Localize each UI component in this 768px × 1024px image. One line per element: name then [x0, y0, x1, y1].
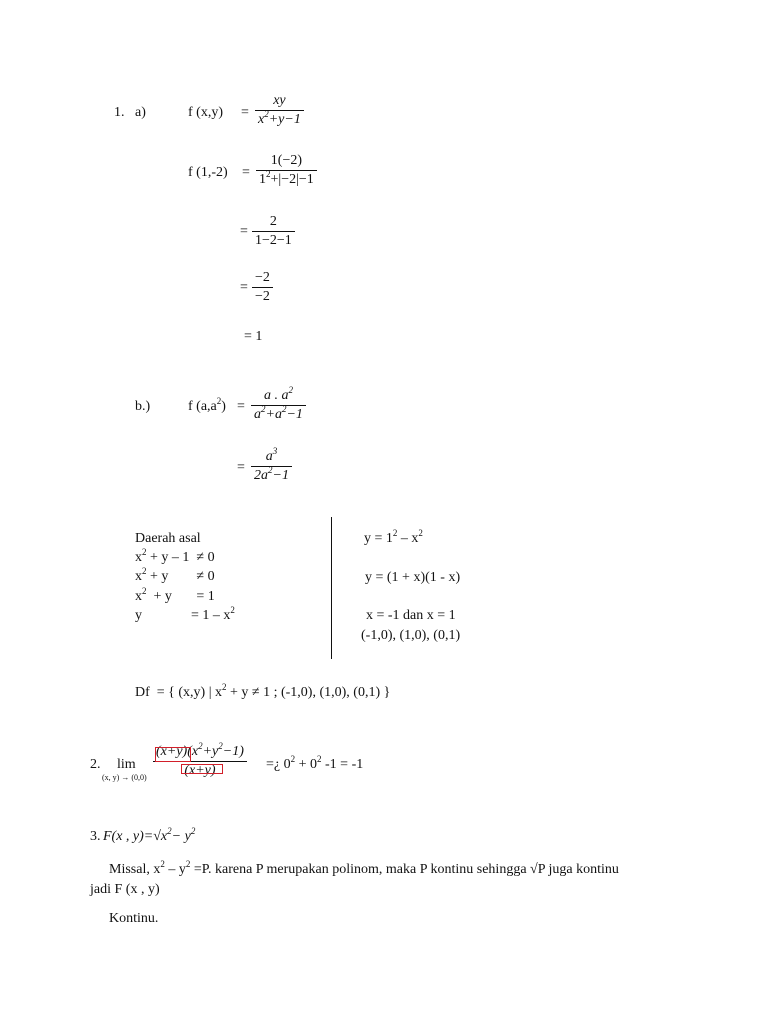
limit-result: =¿ $0^2 + 0^2$ -1 = -1	[266, 754, 364, 772]
fraction-numerator: a . $a^2$	[263, 385, 293, 403]
domain-row-2: $x^2 + y$ ≠ 0	[135, 566, 215, 584]
equals-sign: =	[241, 105, 249, 120]
domain-row-3: $x^2 + y$ = 1	[135, 586, 215, 604]
q2-number: 2.	[90, 757, 101, 772]
equals-sign: =	[240, 224, 248, 239]
limit-subscript: (x, y) → (0,0)	[102, 773, 147, 782]
fraction-denominator: $x^2+y-1$	[255, 110, 304, 127]
q3-explanation-cont: jadi F (x , y)	[90, 882, 160, 897]
limit-operator: lim	[117, 757, 136, 772]
q3-explanation: Missal, $x^2 - y^2 =P$. karena P merupakan polinom, maka P kontinu sehingga √P juga kontinu	[109, 859, 619, 877]
q3-function: F(x , $y)=√x^2- y^2$	[103, 826, 196, 844]
domain-right-4: (-1,0), (1,0), (0,1)	[361, 628, 461, 643]
f-a-a2-label: f $(a,a^2)$	[188, 396, 226, 414]
f-1-minus2-label: f (1,-2)	[188, 165, 228, 180]
equals-sign: =	[242, 165, 250, 180]
domain-title: Daerah asal	[135, 531, 201, 546]
fraction-substitution	[256, 154, 317, 187]
fraction-denominator: $a^2+a^2-1$	[251, 405, 306, 422]
red-highlight-denominator	[181, 764, 223, 774]
fraction-b-step-2	[251, 446, 292, 483]
fraction-numerator: 2	[269, 214, 277, 229]
fraction-numerator: 1(−2)	[270, 153, 303, 168]
domain-right-2: y = (1 + x)(1 - x)	[365, 570, 461, 585]
fraction-b-step-1	[251, 385, 306, 422]
equals-sign: =	[237, 460, 245, 475]
red-highlight-numerator	[155, 747, 191, 762]
equals-sign: =	[240, 280, 248, 295]
f-xy-label: f (x,y)	[188, 105, 223, 120]
fraction-numerator: xy	[273, 93, 286, 108]
fraction-numerator: $(x+y)(x^2+y^2-1)$	[156, 741, 244, 759]
column-divider	[331, 517, 332, 659]
q1-part-b-label: b.)	[135, 399, 151, 414]
q1-number: 1.	[114, 105, 125, 120]
domain-row-4: y = $1 - x^2$	[135, 605, 235, 623]
q1-part-a-label: a)	[135, 105, 146, 120]
fraction-denominator: −2	[252, 287, 273, 304]
fraction-denominator: 1−2−1	[252, 231, 295, 248]
fraction-denominator: $2a^2-1$	[251, 466, 292, 483]
domain-right-1: $y = 1^2 - x^2$	[364, 528, 423, 546]
fraction-numerator: −2	[255, 270, 270, 285]
q3-conclusion: Kontinu.	[109, 911, 159, 926]
fraction-step-3	[252, 271, 273, 304]
fraction-denominator: (x+y)	[153, 761, 247, 778]
fraction-numerator: $a^3$	[265, 446, 278, 464]
fraction-f-definition	[255, 94, 304, 127]
fraction-step-2	[252, 215, 295, 248]
fraction-denominator: $1^2+|-2|-1$	[256, 170, 317, 187]
domain-row-1: $x^2 + y - 1 \ne 0$	[135, 547, 215, 565]
q3-number: 3.	[90, 829, 101, 844]
equals-sign: =	[237, 399, 245, 414]
domain-right-3: x = -1 dan x = 1	[366, 608, 456, 623]
result-a: = 1	[244, 329, 263, 344]
domain-definition: Df = { (x,y) | $x^2 + y \ne 1$ ; (-1,0), (1,0), (0,1) }	[135, 682, 391, 700]
